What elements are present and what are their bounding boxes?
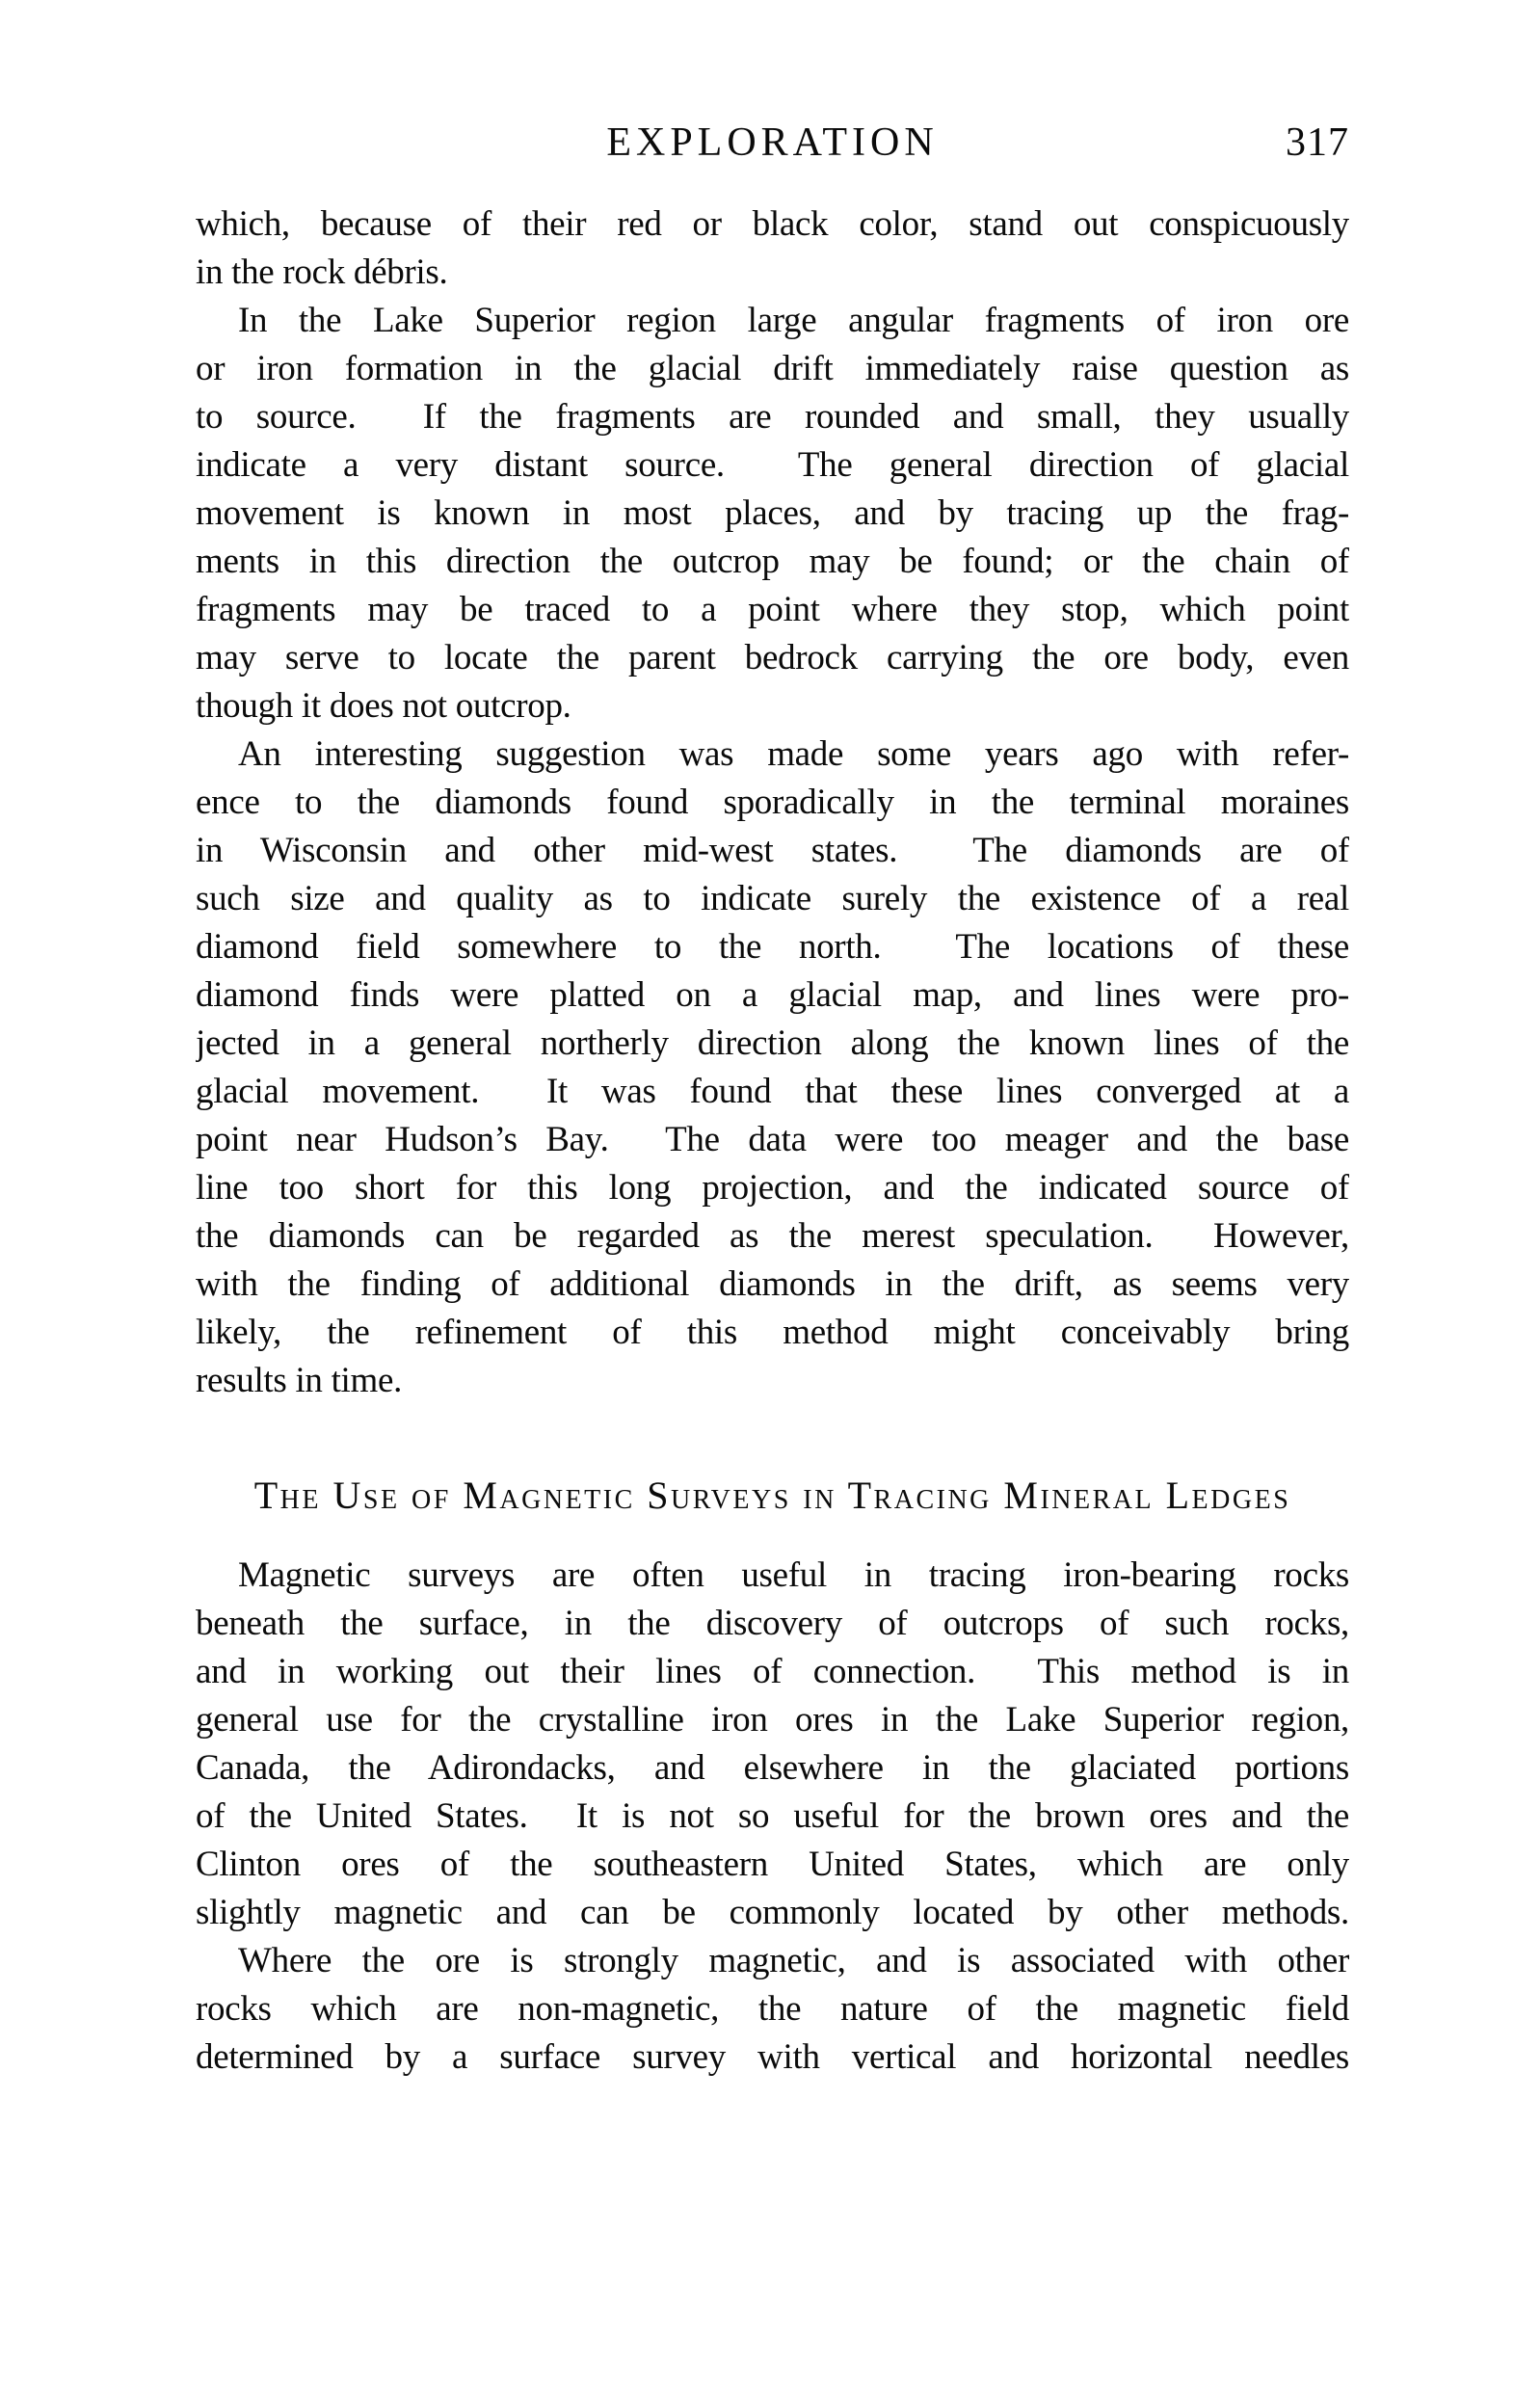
text-line: and in working out their lines of connection. This method is in — [196, 1652, 1349, 1691]
paragraph — [196, 1937, 1349, 2082]
text-line: ments in this direction the outcrop may be found; or the chain of — [196, 542, 1349, 581]
text-line: Magnetic surveys are often useful in tracing iron-bearing rocks — [238, 1555, 1349, 1595]
text-line: in the rock débris. — [196, 252, 448, 292]
text-line: glacial movement. It was found that these lines converged at a — [196, 1072, 1349, 1111]
paragraph — [196, 200, 1349, 297]
page-number: 317 — [1286, 120, 1349, 165]
text-line: indicate a very distant source. The general direction of glacial — [196, 445, 1349, 485]
text-line: fragments may be traced to a point where they stop, which point — [196, 590, 1349, 629]
text-line: to source. If the fragments are rounded and small, they usually — [196, 397, 1349, 437]
text-line: ence to the diamonds found sporadically in the terminal moraines — [196, 783, 1349, 822]
text-line: movement is known in most places, and by tracing up the frag- — [196, 493, 1349, 533]
running-header — [196, 118, 1349, 168]
text-line: with the finding of additional diamonds in the drift, as seems very — [196, 1264, 1349, 1304]
text-line: Where the ore is strongly magnetic, and is associated with other — [238, 1941, 1349, 1980]
paragraph — [196, 731, 1349, 1405]
text-line: or iron formation in the glacial drift immediately raise question as — [196, 349, 1349, 388]
text-line: line too short for this long projection, and the indicated source of — [196, 1168, 1349, 1208]
text-line: may serve to locate the parent bedrock carrying the ore body, even — [196, 638, 1349, 677]
text-line: which, because of their red or black color, stand out conspicuously — [196, 204, 1349, 244]
text-line: An interesting suggestion was made some years ago with refer- — [238, 734, 1349, 774]
text-line: In the Lake Superior region large angular fragments of iron ore — [238, 301, 1349, 340]
text-block — [196, 200, 1349, 2082]
text-line: Canada, the Adirondacks, and elsewhere in the glaciated portions — [196, 1748, 1349, 1788]
text-line: diamond finds were platted on a glacial map, and lines were pro- — [196, 975, 1349, 1015]
text-line: though it does not outcrop. — [196, 686, 571, 726]
text-line: the diamonds can be regarded as the merest speculation. However, — [196, 1216, 1349, 1256]
text-line: beneath the surface, in the discovery of outcrops of such rocks, — [196, 1604, 1349, 1643]
text-line: jected in a general northerly direction along the known lines of the — [196, 1023, 1349, 1063]
section-heading: The Use of Magnetic Surveys in Tracing Mineral Ledges — [253, 1474, 1291, 1517]
text-line: likely, the refinement of this method might conceivably bring — [196, 1313, 1349, 1352]
running-header-title: EXPLORATION — [606, 120, 939, 165]
text-line: determined by a surface survey with vertical and horizontal needles — [196, 2037, 1349, 2077]
text-line: in Wisconsin and other mid-west states. The diamonds are of — [196, 831, 1349, 870]
paragraph — [196, 1552, 1349, 1937]
text-line: general use for the crystalline iron ores in the Lake Superior region, — [196, 1700, 1349, 1740]
text-line: diamond field somewhere to the north. The locations of these — [196, 927, 1349, 967]
text-line: such size and quality as to indicate surely the existence of a real — [196, 879, 1349, 918]
text-line: Clinton ores of the southeastern United States, which are only — [196, 1845, 1349, 1884]
text-line: results in time. — [196, 1361, 403, 1400]
text-line: point near Hudson’s Bay. The data were too meager and the base — [196, 1120, 1349, 1159]
text-line: of the United States. It is not so useful for the brown ores and the — [196, 1796, 1349, 1836]
text-line: rocks which are non-magnetic, the nature of the magnetic field — [196, 1989, 1349, 2029]
paragraph — [196, 297, 1349, 731]
text-line: slightly magnetic and can be commonly located by other methods. — [196, 1893, 1349, 1932]
